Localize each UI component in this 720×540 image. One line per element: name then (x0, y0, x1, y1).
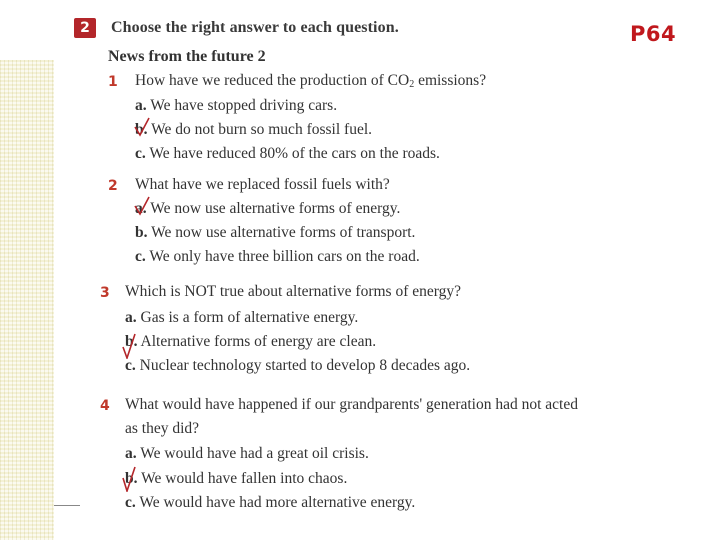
answer-option[interactable]: b. We do not burn so much fossil fuel. (135, 121, 372, 138)
page-label: P64 (630, 22, 677, 46)
check-mark-icon (122, 466, 136, 492)
answer-option[interactable]: c. Nuclear technology started to develop 8 decades ago. (125, 357, 471, 374)
question-text: Which is NOT true about alternative forms of energy? (125, 283, 462, 300)
question-number: 1 (108, 74, 118, 90)
answer-option[interactable]: a. We would have had a great oil crisis. (125, 445, 369, 462)
answer-option[interactable]: c. We have reduced 80% of the cars on the roads. (135, 145, 440, 162)
question-text: What would have happened if our grandparents' generation had not acted (125, 396, 578, 413)
question-number: 3 (100, 285, 110, 301)
exercise-number-badge: 2 (74, 18, 96, 38)
question-text-continued: as they did? (125, 420, 200, 437)
question-number: 4 (100, 398, 110, 414)
check-mark-icon (134, 117, 150, 137)
check-mark-icon (134, 196, 150, 216)
answer-option[interactable]: c. We only have three billion cars on the road. (135, 248, 420, 265)
exercise-header (74, 17, 399, 39)
answer-option[interactable]: b. We now use alternative forms of transport. (135, 224, 416, 241)
exercise-instruction: Choose the right answer to each question. (111, 19, 399, 36)
answer-option[interactable]: a. Gas is a form of alternative energy. (125, 309, 359, 326)
answer-option[interactable]: b. Alternative forms of energy are clean. (125, 333, 377, 350)
question-text: How have we reduced the production of $CO_2$ emissions? (135, 72, 487, 90)
check-mark-icon (122, 333, 136, 359)
question-number: 2 (108, 178, 118, 194)
answer-option[interactable]: b. We would have fallen into chaos. (125, 470, 348, 487)
question-text: What have we replaced fossil fuels with? (135, 176, 390, 193)
decorative-side-strip (0, 60, 54, 540)
exercise-subtitle: News from the future 2 (108, 48, 266, 65)
answer-option[interactable]: c. We would have had more alternative energy. (125, 494, 416, 511)
divider (54, 505, 80, 506)
answer-option[interactable]: a. We now use alternative forms of energy. (135, 200, 401, 217)
answer-option[interactable]: a. We have stopped driving cars. (135, 97, 338, 114)
